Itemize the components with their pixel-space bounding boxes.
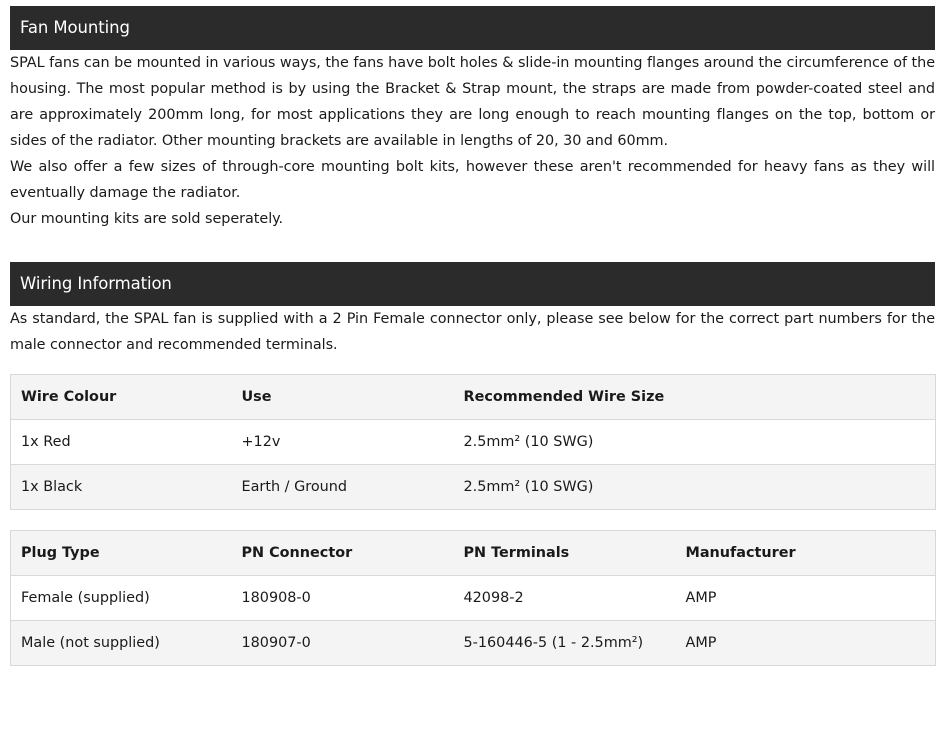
cell-plug-type: Male (not supplied) — [11, 621, 232, 666]
table-row — [11, 465, 936, 510]
cell-empty — [676, 465, 936, 510]
table-row — [11, 621, 936, 666]
mounting-paragraph-3: Our mounting kits are sold seperately. — [10, 211, 284, 227]
wiring-information-heading: Wiring Information — [10, 262, 935, 306]
header-empty — [676, 375, 936, 420]
header-recommended-wire-size: Recommended Wire Size — [454, 375, 676, 420]
plug-table-header — [11, 531, 936, 576]
wire-table-header — [11, 375, 936, 420]
cell-plug-type: Female (supplied) — [11, 576, 232, 621]
table-row — [11, 576, 936, 621]
fan-mounting-heading: Fan Mounting — [10, 6, 935, 50]
cell-manufacturer: AMP — [676, 576, 936, 621]
cell-wire-size: 2.5mm² (10 SWG) — [454, 420, 676, 465]
cell-use: Earth / Ground — [232, 465, 454, 510]
header-plug-type: Plug Type — [11, 531, 232, 576]
cell-pn-connector: 180908-0 — [232, 576, 454, 621]
wiring-intro: As standard, the SPAL fan is supplied with a 2 Pin Female connector only, please see below for the correct part numbers for the male connector and recommended terminals. — [10, 311, 935, 353]
cell-pn-terminals: 42098-2 — [454, 576, 676, 621]
wire-table — [10, 374, 936, 510]
cell-use: +12v — [232, 420, 454, 465]
header-wire-colour: Wire Colour — [11, 375, 232, 420]
cell-pn-terminals: 5-160446-5 (1 - 2.5mm²) — [454, 621, 676, 666]
cell-manufacturer: AMP — [676, 621, 936, 666]
cell-empty — [676, 420, 936, 465]
header-use: Use — [232, 375, 454, 420]
mounting-paragraph-2: We also offer a few sizes of through-core mounting bolt kits, however these aren't recommended for heavy fans as they will eventually damage the radiator. — [10, 159, 935, 201]
plug-table — [10, 530, 936, 666]
cell-pn-connector: 180907-0 — [232, 621, 454, 666]
table-row — [11, 420, 936, 465]
content — [10, 0, 935, 666]
header-pn-connector: PN Connector — [232, 531, 454, 576]
header-pn-terminals: PN Terminals — [454, 531, 676, 576]
cell-wire-size: 2.5mm² (10 SWG) — [454, 465, 676, 510]
header-manufacturer: Manufacturer — [676, 531, 936, 576]
cell-wire-colour: 1x Black — [11, 465, 232, 510]
cell-wire-colour: 1x Red — [11, 420, 232, 465]
mounting-paragraph-1: SPAL fans can be mounted in various ways, the fans have bolt holes & slide-in mounting flanges around the circumference of the housing. The most popular method is by using the Bracket & Strap mount, the straps are made from powder-coated steel and are approximately 200mm long, for most applications they are long enough to reach mounting flanges on the top, bottom or sides of the radiator. Other mounting brackets are available in lengths of 20, 30 and 60mm. — [10, 55, 935, 149]
